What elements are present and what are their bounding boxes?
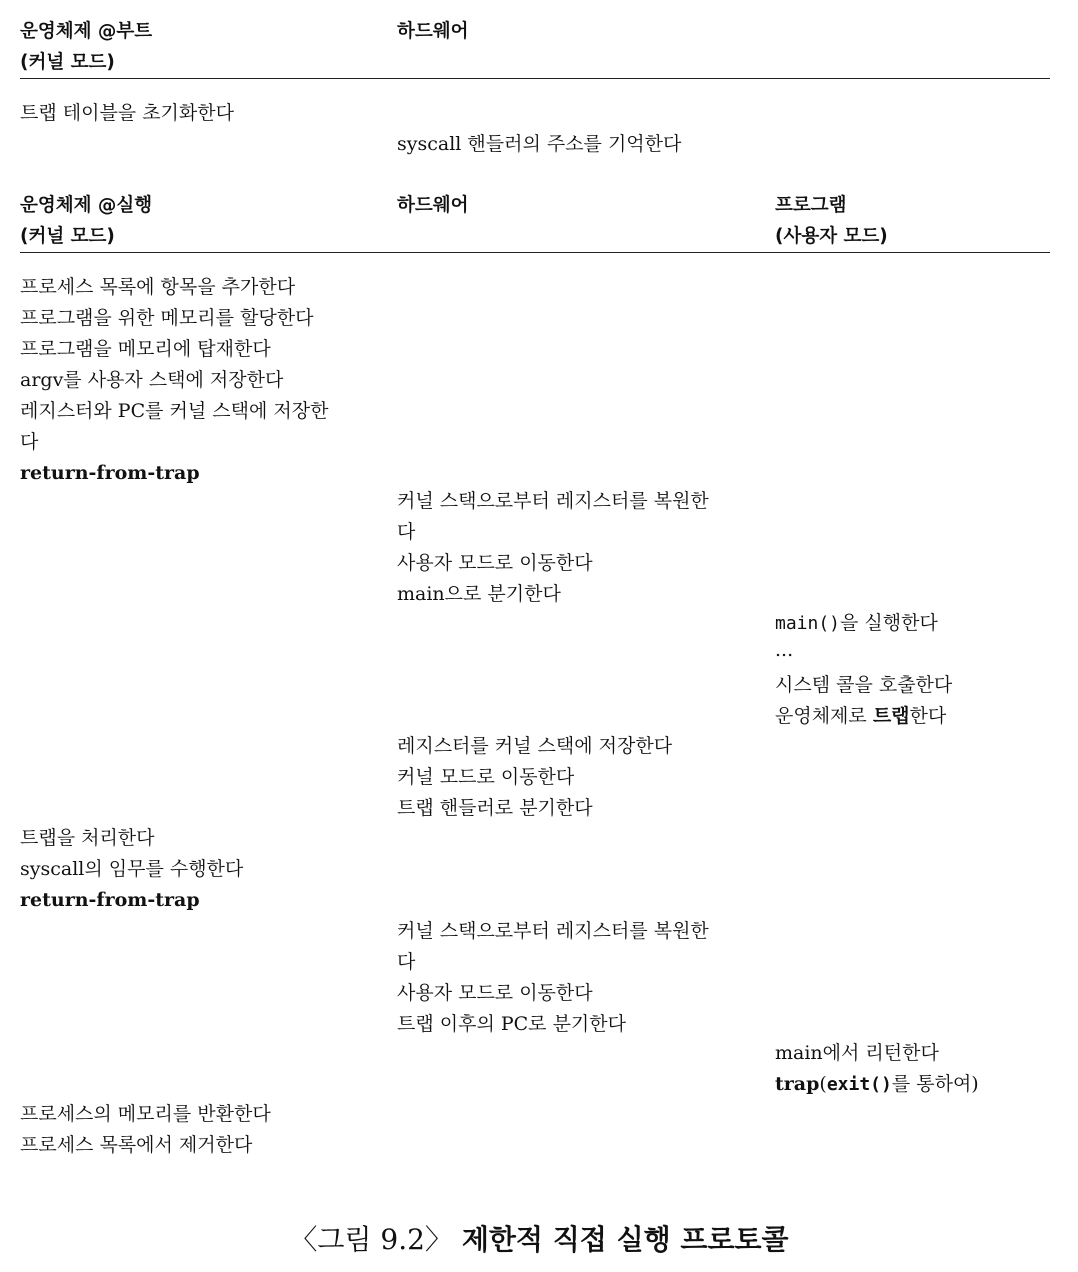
text-line: 다 (397, 951, 416, 973)
prog-block-1 (775, 608, 952, 732)
exit-code: exit() (826, 1074, 892, 1095)
text-line: 사용자 모드로 이동한다 (397, 552, 593, 574)
text-line: 레지스터를 커널 스택에 저장한다 (397, 735, 673, 757)
text-line: 프로그램을 메모리에 탑재한다 (20, 338, 271, 360)
return-from-trap-label: return-from-trap (20, 889, 200, 911)
figure-caption (0, 1222, 1078, 1258)
header-line: (커널 모드) (20, 52, 115, 73)
caption-label: 〈그림 9.2〉 (289, 1223, 453, 1256)
header-line: (사용자 모드) (775, 226, 888, 247)
text-line: 프로세스의 메모리를 반환한다 (20, 1103, 271, 1125)
run-header (20, 190, 1050, 253)
text-line: syscall 핸들러의 주소를 기억한다 (397, 133, 682, 155)
trap-bold: 트랩 (872, 705, 910, 727)
text-line: 트랩 이후의 PC로 분기한다 (397, 1013, 626, 1035)
os-block-3 (20, 1099, 271, 1161)
header-line: (커널 모드) (20, 226, 115, 247)
hw-block-1 (397, 486, 709, 610)
text-fragment: 한다 (909, 705, 947, 727)
boot-hw-lines (397, 129, 681, 160)
header-line: 운영체제 @부트 (20, 21, 153, 42)
text-fragment: 운영체제로 (775, 705, 873, 727)
header-line: 프로그램 (775, 195, 847, 216)
text-fragment: 를 통하여) (891, 1073, 979, 1095)
run-prog-header (775, 190, 888, 252)
text-line: 다 (397, 521, 416, 543)
boot-os-header (20, 16, 152, 78)
text-line: 트랩 핸들러로 분기한다 (397, 797, 593, 819)
caption-title: 제한적 직접 실행 프로토콜 (461, 1223, 789, 1256)
text-line: 다 (20, 431, 39, 453)
text-line: 프로세스 목록에서 제거한다 (20, 1134, 253, 1156)
text-line: 시스템 콜을 호출한다 (775, 674, 953, 696)
os-block-2 (20, 823, 243, 916)
text-line: 트랩을 처리한다 (20, 827, 155, 849)
boot-header (20, 16, 1050, 79)
boot-os-lines (20, 98, 234, 129)
text-line: syscall의 임무를 수행한다 (20, 858, 244, 880)
text-line: 커널 스택으로부터 레지스터를 복원한 (397, 920, 709, 942)
text-fragment: ( (819, 1073, 827, 1095)
run-os-header (20, 190, 152, 252)
text-line (775, 1069, 979, 1100)
header-line: 하드웨어 (397, 21, 469, 42)
text-line: 프로세스 목록에 항목을 추가한다 (20, 276, 296, 298)
ellipsis: ... (775, 639, 794, 661)
header-line: 하드웨어 (397, 195, 469, 216)
boot-hw-header (397, 16, 468, 47)
text-line: main으로 분기한다 (397, 583, 561, 605)
header-line: 운영체제 @실행 (20, 195, 153, 216)
text-line: 사용자 모드로 이동한다 (397, 982, 593, 1004)
main-code: main() (775, 613, 841, 634)
hw-block-2 (397, 731, 672, 824)
text-line: 커널 모드로 이동한다 (397, 766, 575, 788)
trap-bold: trap (775, 1073, 820, 1095)
text-line: 트랩 테이블을 초기화한다 (20, 102, 234, 124)
text-line: 레지스터와 PC를 커널 스택에 저장한 (20, 400, 329, 422)
text-line: argv를 사용자 스택에 저장한다 (20, 369, 284, 391)
prog-block-2 (775, 1038, 979, 1100)
hw-block-3 (397, 916, 709, 1040)
text-line (775, 701, 952, 732)
text-line: 커널 스택으로부터 레지스터를 복원한 (397, 490, 709, 512)
text-line: main에서 리턴한다 (775, 1042, 939, 1064)
text-fragment: 을 실행한다 (840, 612, 938, 634)
return-from-trap-label: return-from-trap (20, 462, 200, 484)
run-hw-header (397, 190, 468, 221)
text-line (775, 608, 952, 639)
os-block-1 (20, 272, 328, 489)
text-line: 프로그램을 위한 메모리를 할당한다 (20, 307, 314, 329)
